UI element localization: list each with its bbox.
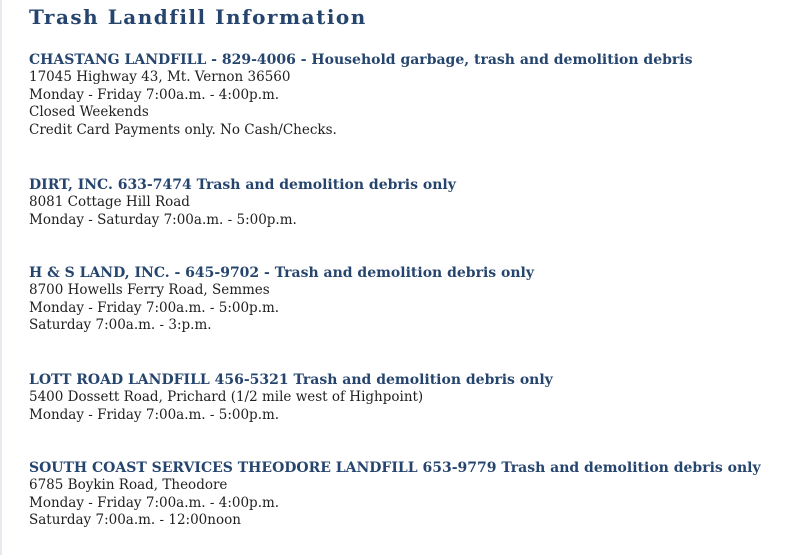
landfill-entry-dirt-inc <box>29 176 795 229</box>
landfill-entry-south-coast-services <box>29 459 795 530</box>
page-left-border <box>0 0 2 555</box>
page-title: Trash Landfill Information <box>29 5 367 29</box>
landfill-heading: H & S LAND, INC. - 645-9702 - Trash and demolition debris only <box>29 265 534 281</box>
landfill-entry-chastang <box>29 51 795 139</box>
landfill-hours: Monday - Friday 7:00a.m. - 4:00p.m. <box>29 494 280 511</box>
landfill-hours: Monday - Friday 7:00a.m. - 5:00p.m. <box>29 299 280 316</box>
landfill-saturday-hours: Saturday 7:00a.m. - 3:p.m. <box>29 317 212 333</box>
landfill-address: 17045 Highway 43, Mt. Vernon 36560 <box>29 69 291 85</box>
landfill-heading: SOUTH COAST SERVICES THEODORE LANDFILL 653-9779 Trash and demolition debris only <box>29 460 761 476</box>
landfill-hours: Monday - Saturday 7:00a.m. - 5:00p.m. <box>29 211 297 228</box>
landfill-address: 5400 Dossett Road, Prichard (1/2 mile west of Highpoint) <box>29 389 424 405</box>
landfill-heading: CHASTANG LANDFILL - 829-4006 - Household garbage, trash and demolition debris <box>29 52 693 68</box>
landfill-entry-h-and-s-land <box>29 264 795 335</box>
landfill-saturday-hours: Saturday 7:00a.m. - 12:00noon <box>29 512 241 528</box>
landfill-entry-lott-road <box>29 371 795 424</box>
landfill-payment-note: Credit Card Payments only. No Cash/Checks. <box>29 121 337 138</box>
landfill-address: 6785 Boykin Road, Theodore <box>29 477 228 493</box>
landfill-heading: LOTT ROAD LANDFILL 456-5321 Trash and demolition debris only <box>29 372 553 388</box>
landfill-address: 8700 Howells Ferry Road, Semmes <box>29 282 270 298</box>
landfill-hours: Monday - Friday 7:00a.m. - 5:00p.m. <box>29 406 280 423</box>
landfill-heading: DIRT, INC. 633-7474 Trash and demolition debris only <box>29 177 456 193</box>
landfill-weekend-note: Closed Weekends <box>29 104 149 120</box>
landfill-address: 8081 Cottage Hill Road <box>29 194 190 210</box>
landfill-hours: Monday - Friday 7:00a.m. - 4:00p.m. <box>29 86 280 103</box>
